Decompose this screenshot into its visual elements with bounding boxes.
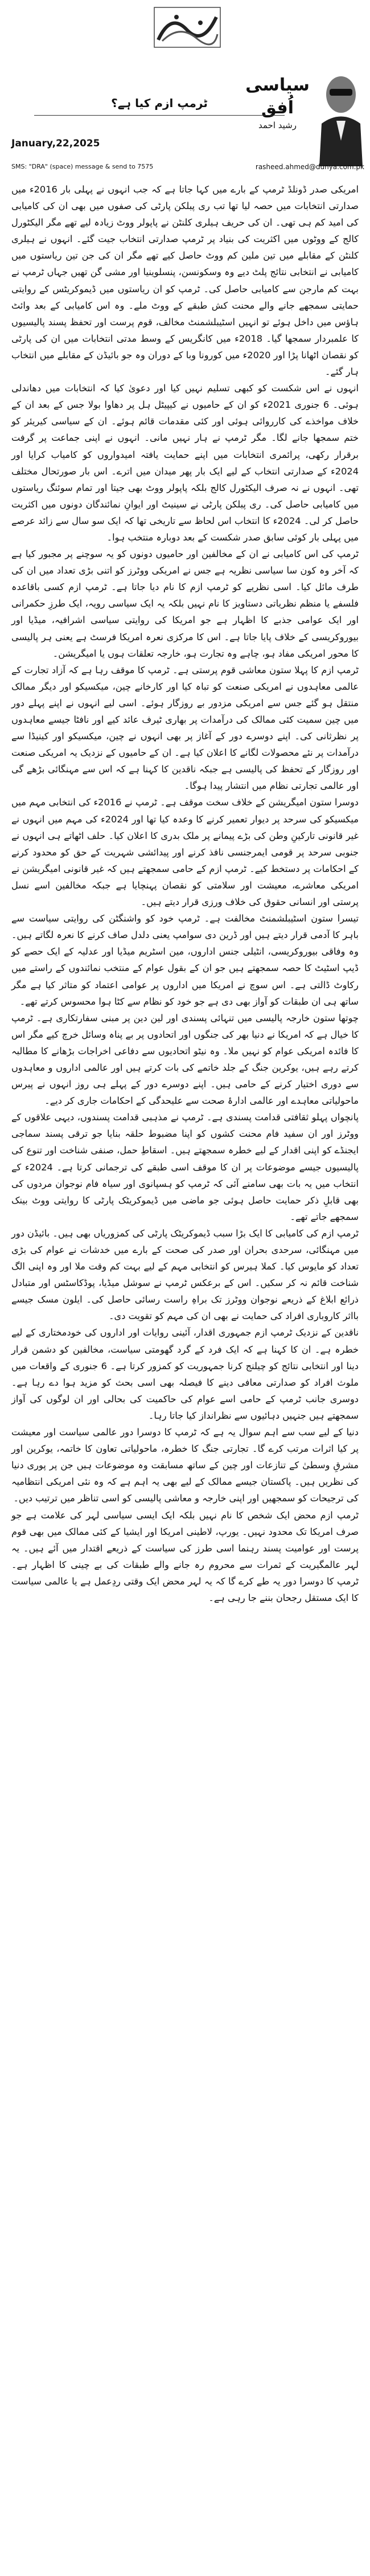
paragraph: انہوں نے اس شکست کو کبھی تسلیم نہیں کیا اور دعویٰ کیا کہ انتخابات میں دھاندلی ہوئی۔ 6 جنوری 2021ء کو ان کے حامیوں نے کیپیٹل ہل پر دھاوا بولا جس کے بعد ان کے خلاف مواخذے کی کارروائی ہوئی اور کئی مقدمات قائم ہوئے۔ ان کے سیاسی کیریئر کو ختم سمجھا جانے لگا۔ مگر ٹرمپ نے ہار نہیں مانی۔ انہوں نے اپنی جماعت پر گرفت برقرار رکھی، پرائمری انتخابات میں اپنے حمایت یافتہ امیدواروں کو کامیاب کرایا اور 2024ء کے صدارتی انتخاب کے لیے ایک بار پھر میدان میں اترے۔ اس بار صورتحال مختلف تھی۔ انہوں نے نہ صرف الیکٹورل کالج بلکہ پاپولر ووٹ بھی جیتا اور تمام سوئنگ ریاستوں میں کامیابی حاصل کی۔ ری پبلکن پارٹی نے سینیٹ اور ایوانِ نمائندگان دونوں میں اکثریت حاصل کر لی۔ 2024ء کا انتخاب اس لحاظ سے تاریخی تھا کہ ایک سو سال سے زائد عرصے میں پہلی بار کوئی سابق صدر شکست کے بعد دوبارہ منتخب ہوا۔ [11,383,359,543]
author-email[interactable]: rasheed.ahmed@dunya.com.pk [255,163,364,171]
publish-date: January,22,2025 [11,138,100,149]
paragraph: تیسرا ستون اسٹیبلشمنٹ مخالفت ہے۔ ٹرمپ خود کو واشنگٹن کی روایتی سیاست سے باہر کا آدمی قرار دیتے ہیں اور ڈرین دی سوامپ یعنی دلدل صاف کرنے کا نعرہ لگاتے ہیں۔ وہ وفاقی بیوروکریسی، انٹیلی جنس اداروں، مین اسٹریم میڈیا اور عدلیہ کے ایک حصے کو ڈیپ اسٹیٹ کا حصہ سمجھتے ہیں جو ان کے بقول عوام کے منتخب نمائندوں کے راستے میں رکاوٹ ڈالتی ہے۔ اس سوچ نے امریکا میں اداروں پر عوامی اعتماد کو متاثر کیا ہے مگر ساتھ ہی ان طبقات کو آواز بھی دی ہے جو خود کو نظام سے کٹا ہوا محسوس کرتے تھے۔ [11,913,359,1007]
article-body [11,181,359,2570]
newspaper-logo [154,7,221,48]
paragraph: ناقدین کے نزدیک ٹرمپ ازم جمہوری اقدار، آئینی روایات اور اداروں کی خودمختاری کے لیے خطرہ ہے۔ ان کا کہنا ہے کہ ایک فرد کے گرد گھومتی سیاست، مخالفین کو دشمن قرار دینا اور انتخابی نتائج کو چیلنج کرنا جمہوریت کو کمزور کرتا ہے۔ 6 جنوری کے واقعات میں ملوث افراد کو صدارتی معافی دینے کا فیصلہ بھی اسی بحث کو مزید ہوا دے رہا ہے۔ دوسری جانب ٹرمپ کے حامی اسے عوام کی حاکمیت کی بحالی اور ان لوگوں کی آواز سمجھتے ہیں جنہیں دہائیوں سے نظرانداز کیا جاتا رہا۔ [11,1327,359,1421]
paragraph: ٹرمپ ازم محض ایک شخص کا نام نہیں بلکہ ایک ایسی سیاسی لہر کی علامت ہے جو صرف امریکا تک محدود نہیں۔ یورپ، لاطینی امریکا اور ایشیا کے کئی ممالک میں بھی قوم پرست اور عوامیت پسند رہنما اسی طرز کی سیاست کے ذریعے اقتدار میں آئے ہیں۔ یہ لہر عالمگیریت کے ثمرات سے محروم رہ جانے والے طبقات کی بے چینی کا اظہار ہے۔ ٹرمپ کا دوسرا دور یہ طے کرے گا کہ یہ لہر محض ایک وقتی ردِعمل ہے یا عالمی سیاست کا ایک مستقل رجحان بننے جا رہی ہے۔ [11,1509,359,1603]
paragraph: دوسرا ستون امیگریشن کے خلاف سخت موقف ہے۔ ٹرمپ نے 2016ء کی انتخابی مہم میں میکسیکو کی سرحد پر دیوار تعمیر کرنے کا وعدہ کیا تھا اور 2024ء کی مہم میں انہوں نے غیر قانونی تارکینِ وطن کی بڑے پیمانے پر ملک بدری کا اعلان کیا۔ حلف اٹھاتے ہی انہوں نے جنوبی سرحد پر قومی ایمرجنسی نافذ کرنے اور پیدائشی شہریت کے حق کو محدود کرنے کے احکامات پر دستخط کیے۔ ٹرمپ ازم کے حامی سمجھتے ہیں کہ غیر قانونی امیگریشن نے امریکی معاشرے، معیشت اور سلامتی کو نقصان پہنچایا ہے جبکہ مخالفین اسے نسل پرستی اور انسانی حقوق کی خلاف ورزی قرار دیتے ہیں۔ [11,797,359,908]
column-name: سیاسی اُفق [245,75,310,118]
paragraph: دنیا کے لیے سب سے اہم سوال یہ ہے کہ ٹرمپ کا دوسرا دور عالمی سیاست اور معیشت پر کیا اثرات مرتب کرے گا۔ تجارتی جنگ کا خطرہ، ماحولیاتی تعاون کا خاتمہ، یوکرین اور مشرقِ وسطیٰ کے تنازعات اور چین کے ساتھ مسابقت وہ موضوعات ہیں جن پر پوری دنیا کی نظریں ہیں۔ پاکستان جیسے ممالک کے لیے بھی یہ اہم ہے کہ وہ نئی امریکی انتظامیہ کی ترجیحات کو سمجھیں اور اپنی خارجہ و معاشی پالیسی کو اسی تناظر میں ترتیب دیں۔ [11,1427,359,1504]
sms-line: SMS: "DRA" (space) message & send to 7575 [11,163,154,170]
paragraph: ٹرمپ ازم کی کامیابی کا ایک بڑا سبب ڈیموکریٹک پارٹی کی کمزوریاں بھی ہیں۔ بائیڈن دور میں مہنگائی، سرحدی بحران اور صدر کی صحت کے بارے میں خدشات نے عوام کی بڑی تعداد کو مایوس کیا۔ کملا ہیرس کو انتخابی مہم کے لیے بہت کم وقت ملا اور وہ اپنی الگ شناخت قائم نہ کر سکیں۔ اس کے برعکس ٹرمپ نے سوشل میڈیا، پوڈکاسٹس اور متبادل ذرائع ابلاغ کے ذریعے نوجوان ووٹرز تک براہِ راست رسائی حاصل کی۔ ایلون مسک جیسے بااثر کاروباری افراد کی حمایت نے بھی ان کی مہم کو تقویت دی۔ [11,1227,359,1322]
article-title: ٹرمپ ازم کیا ہے؟ [34,91,285,116]
author-name: رشید احمد [258,120,297,130]
paragraph: ٹرمپ ازم کا پہلا ستون معاشی قوم پرستی ہے۔ ٹرمپ کا موقف رہا ہے کہ آزاد تجارت کے عالمی معاہدوں نے امریکی صنعت کو تباہ کیا اور کارخانے چین، میکسیکو اور دیگر ممالک منتقل ہو گئے جس سے امریکی مزدور بے روزگار ہوئے۔ اسی لیے انہوں نے اپنے پہلے دور میں چین سمیت کئی ممالک کی درآمدات پر بھاری ٹیرف عائد کیے اور نافٹا جیسے معاہدوں پر نظرثانی کی۔ اپنے دوسرے دور کے آغاز پر بھی انہوں نے چین، میکسیکو اور کینیڈا سے درآمدات پر نئے محصولات لگانے کا اعلان کیا ہے۔ ان کے حامیوں کے نزدیک یہ امریکی صنعت اور روزگار کے تحفظ کی پالیسی ہے جبکہ ناقدین کا کہنا ہے کہ اس سے مہنگائی بڑھے گی اور عالمی تجارتی نظام میں انتشار پیدا ہوگا۔ [11,664,359,792]
paragraph: پانچواں پہلو ثقافتی قدامت پسندی ہے۔ ٹرمپ نے مذہبی قدامت پسندوں، دیہی علاقوں کے ووٹرز اور ان سفید فام محنت کشوں کو اپنا مضبوط حلقہ بنایا جو ترقی پسند سماجی ایجنڈے کو اپنی اقدار کے لیے خطرہ سمجھتے ہیں۔ اسقاطِ حمل، صنفی شناخت اور تنوع کی پالیسیوں جیسے موضوعات پر ان کا موقف اسی طبقے کی ترجمانی کرتا ہے۔ 2024ء کے انتخاب میں یہ بات بھی سامنے آئی کہ ٹرمپ کو ہسپانوی اور سیاہ فام نوجوان مردوں کی بھی قابلِ ذکر حمایت حاصل ہوئی جو ماضی میں ڈیموکریٹک پارٹی کا روایتی ووٹ بینک سمجھے جاتے تھے۔ [11,1112,359,1222]
masthead [0,0,370,57]
paragraph: ٹرمپ کی اس کامیابی نے ان کے مخالفین اور حامیوں دونوں کو یہ سوچنے پر مجبور کیا ہے کہ آخر وہ کون سا سیاسی نظریہ ہے جس نے امریکی ووٹرز کو اتنی بڑی تعداد میں ان کی طرف مائل کیا۔ اسی نظریے کو ٹرمپ ازم کا نام دیا جاتا ہے۔ ٹرمپ ازم کسی باقاعدہ فلسفے یا منظم نظریاتی دستاویز کا نام نہیں بلکہ یہ ایک سیاسی رویہ، ایک طرزِ حکمرانی اور ایک عوامی جذبے کا اظہار ہے جو امریکا کی روایتی سیاسی اشرافیہ، میڈیا اور بیوروکریسی کے خلاف پایا جاتا ہے۔ اس کا مرکزی نعرہ امریکا فرسٹ ہے یعنی ہر پالیسی کا محور امریکی مفاد ہو، چاہے وہ تجارت ہو، خارجہ تعلقات ہوں یا امیگریشن۔ [11,548,359,659]
author-portrait [316,69,363,166]
paragraph: امریکی صدر ڈونلڈ ٹرمپ کے بارے میں کہا جاتا ہے کہ جب انہوں نے پہلی بار 2016ء میں صدارتی انتخابات میں حصہ لیا تھا تب ری پبلکن پارٹی کی صفوں میں بھی ان کی کامیابی کی امید کم ہی تھی۔ ان کی حریف ہیلری کلنٹن نے پاپولر ووٹ زیادہ لیے تھے مگر الیکٹورل کالج کے ووٹوں میں اکثریت کی بنیاد پر ٹرمپ صدارتی انتخاب جیت گئے۔ انہوں نے ہیلری کلنٹن کے مقابلے میں تین ملین کم ووٹ حاصل کیے تھے مگر ان کی جن تین ریاستوں میں کامیابی نے انتخابی نتائج پلٹ دیے وہ وسکونسن، پنسلوینیا اور مشی گن تھیں جہاں ٹرمپ نے بہت کم مارجن سے کامیابی حاصل کی۔ ٹرمپ کو ان ریاستوں میں ڈیموکریٹس کے روایتی حمایتی سمجھے جانے والے محنت کش طبقے کے ووٹ ملے۔ وہ اس کامیابی کے بعد وائٹ ہاؤس میں داخل ہوئے تو انہیں اسٹیبلشمنٹ مخالف، قوم پرست اور تحفظ پسند پالیسیوں کا علمبردار سمجھا گیا۔ 2018ء میں کانگریس کے وسط مدتی انتخابات میں ان کی پارٹی کو نقصان اٹھانا پڑا اور 2020ء میں کورونا وبا کے دوران وہ جو بائیڈن کے مقابلے میں انتخاب ہار گئے۔ [11,184,359,378]
paragraph: چوتھا ستون خارجہ پالیسی میں تنہائی پسندی اور لین دین پر مبنی سفارتکاری ہے۔ ٹرمپ کا خیال ہے کہ امریکا نے دنیا بھر کی جنگوں اور اتحادوں پر بے پناہ وسائل خرچ کیے مگر اس کا فائدہ امریکی عوام کو نہیں ملا۔ وہ نیٹو اتحادیوں سے دفاعی اخراجات بڑھانے کا مطالبہ کرتے رہے ہیں، یوکرین جنگ کے جلد خاتمے کی بات کرتے ہیں اور عالمی اداروں و معاہدوں سے دوری اختیار کرنے کے حامی ہیں۔ اپنے دوسرے دور کے پہلے ہی روز انہوں نے پیرس ماحولیاتی معاہدے اور عالمی ادارۂ صحت سے علیحدگی کے احکامات جاری کر دیے۔ [11,1012,359,1107]
